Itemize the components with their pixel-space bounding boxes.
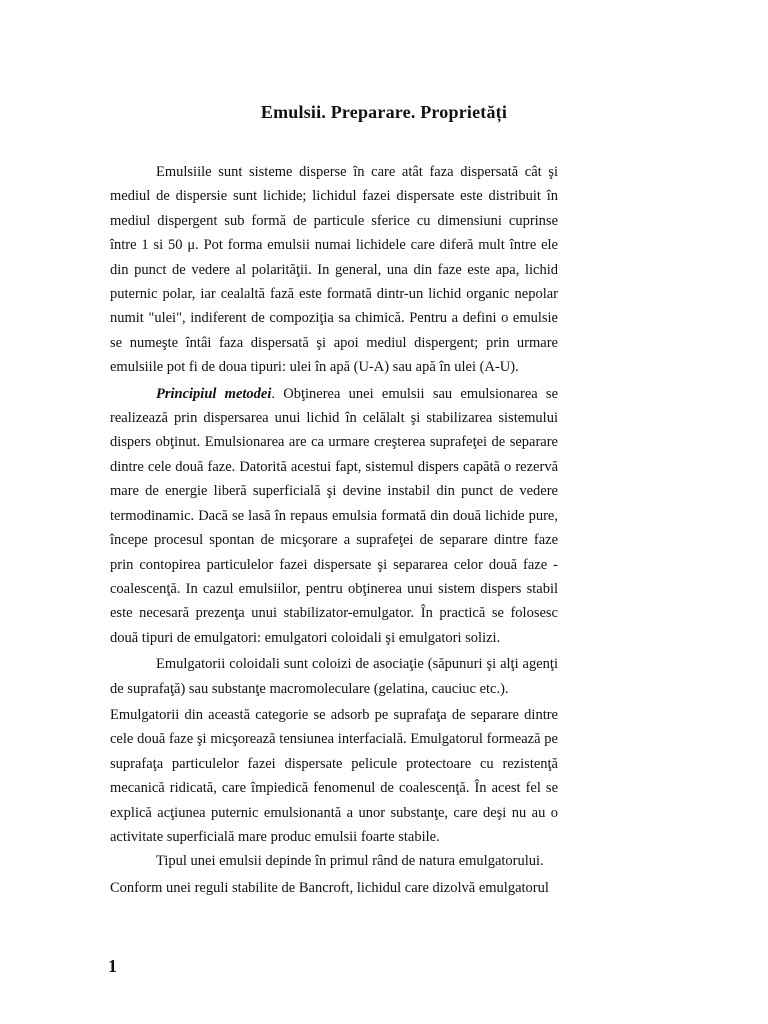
document-body [110, 160, 558, 900]
document-title: Emulsii. Preparare. Proprietăți [260, 102, 508, 122]
principle-heading: Principiul metodei [156, 385, 272, 402]
page-number: 1 [108, 956, 117, 976]
paragraph-colloidal-emulsifiers: Emulgatorii coloidali sunt coloizi de asociaţie (săpunuri şi alţi agenţi de suprafaţă) sau substanţe macromoleculare (gelatina, cauciuc etc.). [110, 656, 558, 697]
principle-text: Obţinerea unei emulsii sau emulsionarea se realizează prin dispersarea unui lichid în celălalt şi stabilizarea sistemului dispers obţinut. Emulsionarea are ca urmare creşterea suprafeţei de separare dintre cele două faze. Datorită acestui fapt, sistemul dispers capătă o rezervă mare de energie liberă superficială şi devine instabil din punct de vedere termodinamic. Dacă se lasă în repaus emulsia formată din două lichide pure, începe procesul spontan de micşorare a suprafeţei de separare dintre faze prin contopirea particulelor fazei dispersate şi separarea celor două faze - coalescenţă. In cazul emulsiilor, pentru obţinerea unui sistem dispers stabil este necesară prezenţa unui stabilizator-emulgator. În practică se folosesc două tipuri de emulgatori: emulgatori coloidali şi emulgatori solizi. [110, 385, 559, 646]
paragraph-adsorption: Emulgatorii din această categorie se adsorb pe suprafaţa de separare dintre cele două faze şi micşorează tensiunea interfacială. Emulgatorul formează pe suprafaţa particulelor fazei dispersate pelicule protectoare cu rezistenţă mecanică ridicată, care împiedică fenomenul de coalescenţă. În acest fel se explică acţiunea puternic emulsionantă a unor substanţe, care deşi nu au o activitate superficială mare produc emulsii foarte stabile. [110, 706, 558, 845]
paragraph-emulsion-type: Tipul unei emulsii depinde în primul rând de natura emulgatorului. [156, 853, 544, 870]
paragraph-intro: Emulsiile sunt sisteme disperse în care atât faza dispersată cât şi mediul de dispersie sunt lichide; lichidul fazei dispersate este distribuit în mediul dispergent sub formă de particule sferice cu dimensiuni cuprinse între 1 si 50 μ. Pot forma emulsii numai lichidele care diferă mult între ele din punct de vedere al polarităţii. In general, una din faze este apa, lichid puternic polar, iar cealaltă fază este formată dintr-un lichid organic nepolar numit "ulei", indiferent de compoziţia sa chimică. Pentru a defini o emulsie se numeşte întâi faza dispersată şi apoi mediul dispergent; prin urmare emulsiile pot fi de doua tipuri: ulei în apă (U-A) sau apă în ulei (A-U). [110, 164, 558, 376]
paragraph-principle: Principiul metodei. Obţinerea unei emulsii sau emulsionarea se realizează prin dispersarea unui lichid în celălalt şi stabilizarea sistemului dispers obţinut. Emulsionarea are ca urmare creşterea suprafeţei de separare dintre cele două faze. Datorită acestui fapt, sistemul dispers capătă o rezervă mare de energie liberă superficială şi devine instabil din punct de vedere termodinamic. Dacă se lasă în repaus emulsia formată din două lichide pure, începe procesul spontan de micşorare a suprafeţei de separare dintre faze prin contopirea particulelor fazei dispersate şi separarea celor două faze - coalescenţă. In cazul emulsiilor, pentru obţinerea unui sistem dispers stabil este necesară prezenţa unui stabilizator-emulgator. În practică se folosesc două tipuri de emulgatori: emulgatori coloidali şi emulgatori solizi. [110, 385, 559, 646]
paragraph-bancroft: Conform unei reguli stabilite de Bancroft, lichidul care dizolvă emulgatorul [110, 879, 549, 896]
